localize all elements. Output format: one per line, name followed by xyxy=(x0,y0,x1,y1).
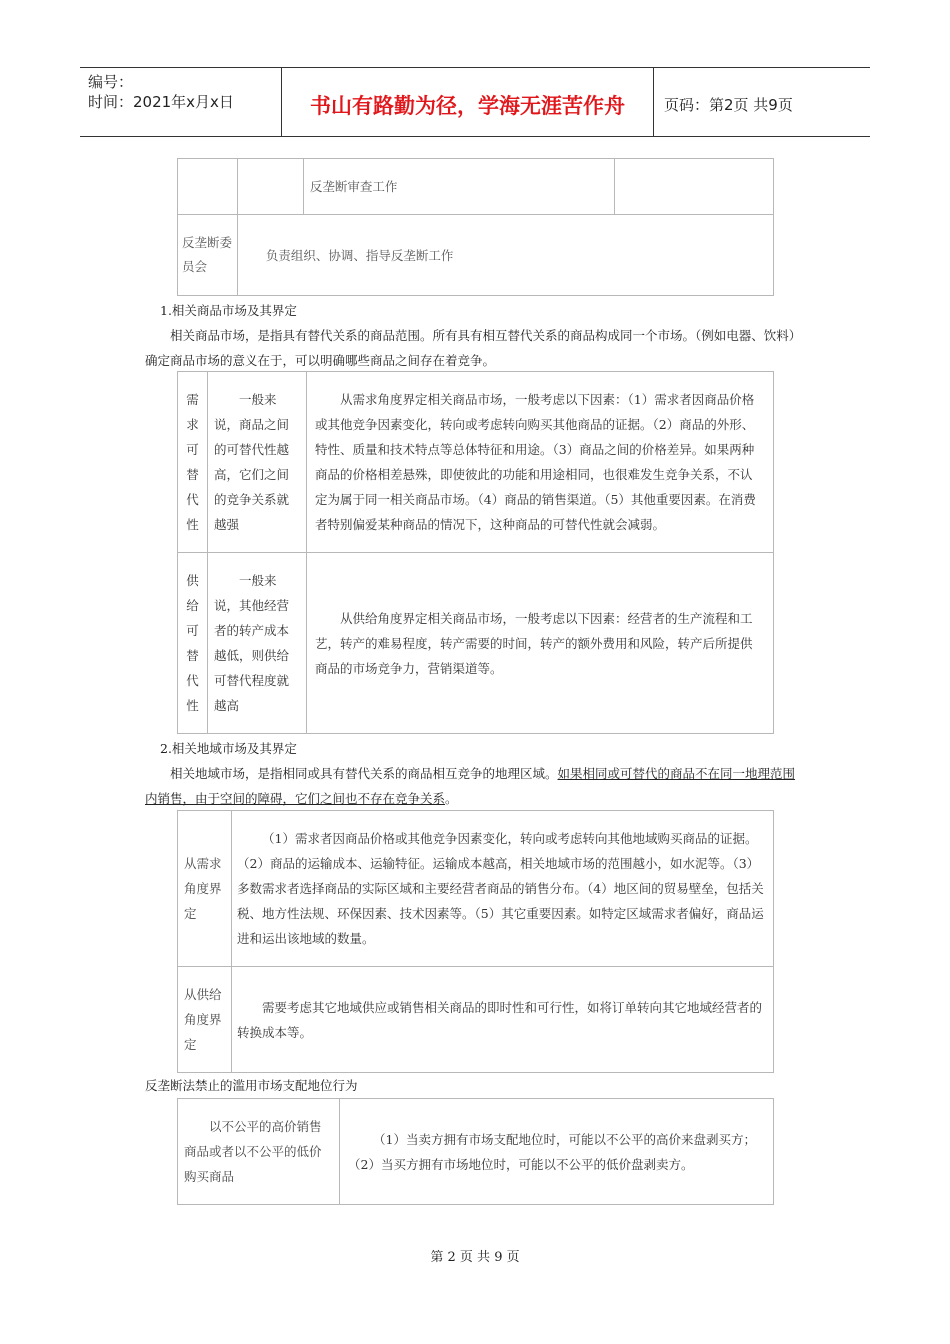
demand-label: 需求可替代性 xyxy=(178,372,208,553)
review-work-cell: 反垄断审查工作 xyxy=(303,159,614,215)
doc-time-label: 时间：2021年x月x日 xyxy=(88,93,234,111)
doc-number-label: 编号： xyxy=(88,73,134,91)
section3-heading: 反垄断法禁止的滥用市场支配地位行为 xyxy=(145,1078,358,1093)
geo-supply-detail: 需要考虑其它地域供应或销售相关商品的即时性和可行性，如将订单转向其它地域经营者的转换成本等。 xyxy=(232,967,774,1073)
geo-demand-detail: （1）需求者因商品价格或其他竞争因素变化，转向或考虑转向其他地域购买商品的证据。（2）商品的运输成本、运输特征。运输成本越高，相关地域市场的范围越小，如水泥等。（3）多数需求者选择商品的实际区域和主要经营者商品的销售分布。（4）地区间的贸易壁垒，包括关税、地方性法规、环保因素、技术因素等。（5）其它重要因素。如特定区域需求者偏好，商品运进和运出该地域的数量。 xyxy=(232,811,774,967)
supply-summary: 一般来说，其他经营者的转产成本越低，则供给可替代程度就越高 xyxy=(208,553,307,734)
demand-summary: 一般来说，商品之间的可替代性越高，它们之间的竞争关系就越强 xyxy=(208,372,307,553)
committee-duty: 负责组织、协调、指导反垄断工作 xyxy=(237,215,773,296)
geo-supply-label: 从供给角度界定 xyxy=(178,967,232,1073)
section2-end: 。 xyxy=(445,791,458,806)
page-header xyxy=(80,67,870,137)
supply-detail: 从供给角度界定相关商品市场，一般考虑以下因素：经营者的生产流程和工艺，转产的难易程度，转产需要的时间，转产的额外费用和风险，转产后所提供商品的市场竞争力，营销渠道等。 xyxy=(307,553,774,734)
demand-detail: 从需求角度界定相关商品市场，一般考虑以下因素：（1）需求者因商品价格或其他竞争因素变化，转向或考虑转向购买其他商品的证据。（2）商品的外形、特性、质量和技术特点等总体特征和用途。（3）商品之间的价格差异。如果两种商品的价格相差悬殊，即使彼此的功能和用途相同，也很难发生竞争关系，不认定为属于同一相关商品市场。（4）商品的销售渠道。（5）其他重要因素。在消费者特别偏爱某种商品的情况下，这种商品的可替代性就会减弱。 xyxy=(307,372,774,553)
unfair-price-detail xyxy=(340,1099,774,1205)
committee-label: 反垄断委员会 xyxy=(178,215,238,296)
unfair-price-line1: （1）当卖方拥有市场支配地位时，可能以不公平的高价来盘剥买方； xyxy=(373,1131,756,1147)
table-product-market xyxy=(177,371,774,734)
section2-paragraph xyxy=(145,761,800,811)
header-motto: 书山有路勤为径，学海无涯苦作舟 xyxy=(282,68,654,136)
section2-text: 相关地域市场，是指相同或具有替代关系的商品相互竞争的地理区域。 xyxy=(170,766,558,781)
section1-heading: 1.相关商品市场及其界定 xyxy=(160,303,297,318)
table-abuse-behaviors xyxy=(177,1098,774,1205)
section2-underlined: 如果相同或可替代的商品不在同一地理范围内销售，由于空间的障碍，它们之间也不存在竞争关系 xyxy=(145,766,796,806)
header-page-info: 页码：第2页 共9页 xyxy=(664,95,793,114)
geo-demand-label: 从需求角度界定 xyxy=(178,811,232,967)
header-meta xyxy=(80,68,282,136)
table-geographic-market xyxy=(177,810,774,1073)
section1-paragraph: 相关商品市场，是指具有替代关系的商品范围。所有具有相互替代关系的商品构成同一个市场。（例如电器、饮料）确定商品市场的意义在于，可以明确哪些商品之间存在着竞争。 xyxy=(145,328,796,368)
unfair-price-label: 以不公平的高价销售商品或者以不公平的低价购买商品 xyxy=(178,1099,340,1205)
section2-heading: 2.相关地域市场及其界定 xyxy=(160,741,297,756)
supply-label: 供给可替代性 xyxy=(178,553,208,734)
table-antitrust-bodies xyxy=(177,158,774,296)
page-footer: 第 2 页 共 9 页 xyxy=(430,1250,520,1265)
unfair-price-line2: （2）当买方拥有市场地位时，可能以不公平的低价盘剥卖方。 xyxy=(348,1156,694,1172)
